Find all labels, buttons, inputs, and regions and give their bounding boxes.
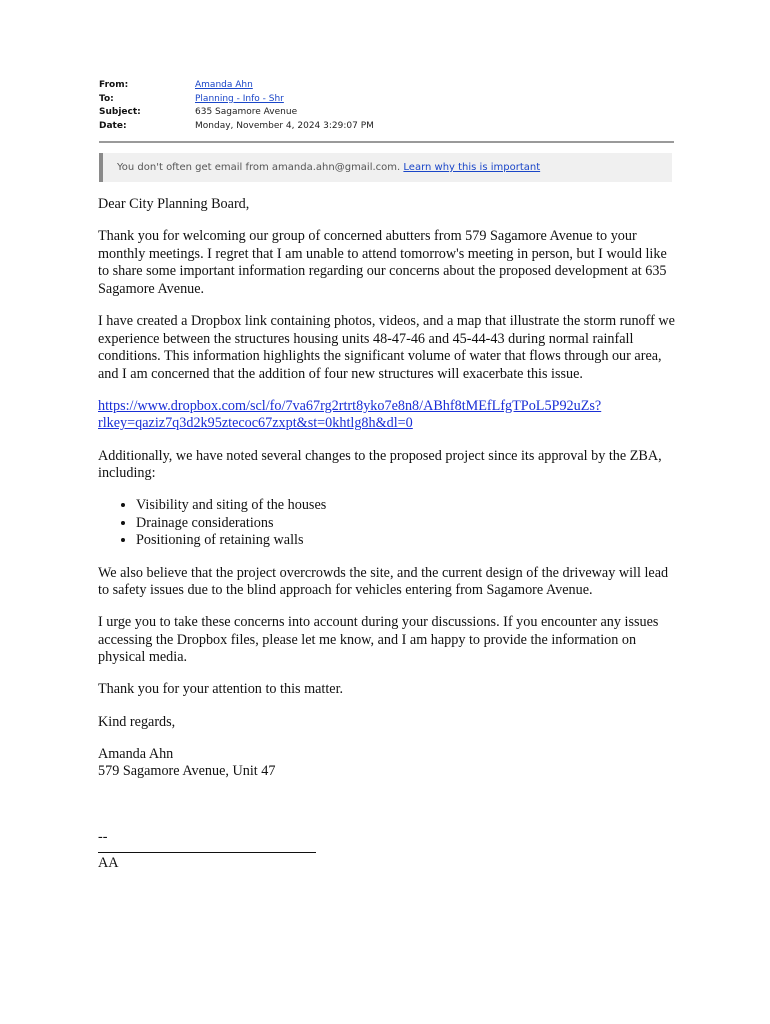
dropbox-link-line1: https://www.dropbox.com/scl/fo/7va67rg2rtrt8yko7e8n8/ABhf8tMEfLfgTPoL5P92uZs? [98,397,602,414]
to-link[interactable]: Planning - Info - Shr [195,93,284,104]
signature-rule [98,852,316,853]
from-label: From: [99,80,129,90]
subject-label: Subject: [99,107,141,117]
greeting: Dear City Planning Board, [98,196,250,212]
to-label: To: [99,93,114,104]
dropbox-link-paragraph [98,398,678,433]
header-row-date [99,120,674,134]
paragraph-overcrowding: We also believe that the project overcrowds the site, and the current design of the driveway will lead to safety issues due to the blind approach for vehicles entering from Sagamore Avenue. [98,564,669,599]
paragraph-urge: I urge you to take these concerns into account during your discussions. If you encounter any issues accessing the Dropbox files, please let me know, and I am happy to provide the information on physical media. [98,614,659,666]
email-body [98,196,678,873]
changes-list [98,497,678,550]
header-row-subject [99,106,674,120]
paragraph-thanks: Thank you for your attention to this matter. [98,681,344,698]
list-item: • Drainage considerations [136,515,678,533]
signature-address: 579 Sagamore Avenue, Unit 47 [98,763,276,780]
closing: Kind regards, [98,713,176,730]
header-divider [99,141,674,143]
external-sender-banner [99,153,672,182]
learn-why-link[interactable]: Learn why this is important [403,162,541,173]
subject-value: 635 Sagamore Avenue [195,107,298,117]
header-row-from [99,79,674,93]
signature [98,746,678,781]
signature-name: Amanda Ahn [98,745,174,762]
date-value: Monday, November 4, 2024 3:29:07 PM [195,120,374,131]
dropbox-link[interactable] [98,398,601,432]
list-item: • Positioning of retaining walls [136,532,678,550]
from-link[interactable]: Amanda Ahn [195,80,253,90]
paragraph-dropbox: I have created a Dropbox link containing photos, videos, and a map that illustrate the storm runoff we experience between the structures housing units 48-47-46 and 45-44-43 during normal rainfall conditions. This information highlights the significant volume of water that flows through our area, and I am concerned that the addition of four new structures will exacerbate this issue. [98,312,675,382]
signature-dashes: -- [98,828,108,845]
dropbox-link-line2: rlkey=qaziz7q3d2k95ztecoc67zxpt&st=0khtlg8h&dl=0 [98,415,413,432]
list-item: • Visibility and siting of the houses [136,497,678,515]
paragraph-intro: Thank you for welcoming our group of concerned abutters from 579 Sagamore Avenue to your monthly meetings. I regret that I am unable to attend tomorrow's meeting in person, but I would like to share some important information regarding our concerns about the proposed development at 635 Sagamore Avenue. [98,228,667,297]
paragraph-changes: Additionally, we have noted several changes to the proposed project since its approval by the ZBA, including: [98,447,662,482]
date-label: Date: [99,120,127,131]
signature-footer [98,829,678,873]
banner-text: You don't often get email from amanda.ahn@gmail.com. [117,162,404,173]
email-header [99,79,674,133]
signature-initials: AA [98,855,119,872]
header-row-to [99,93,674,107]
